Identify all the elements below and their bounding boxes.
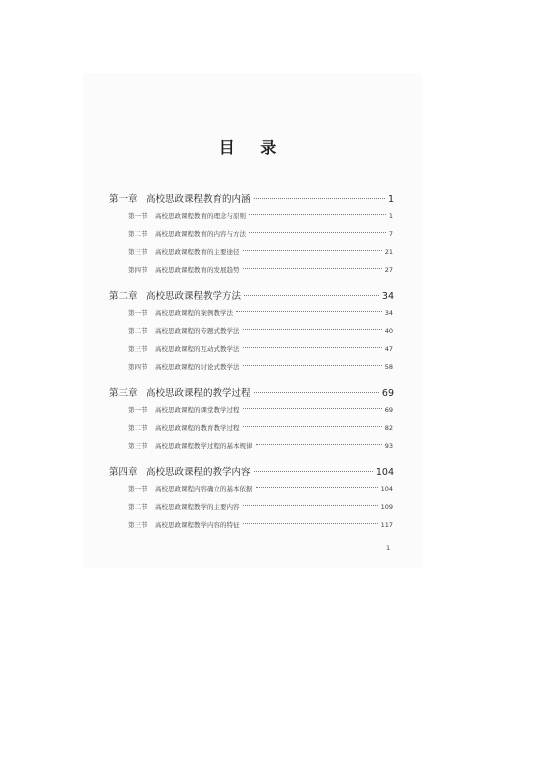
section-number: 第一节 [128,485,148,493]
chapter-page: 1 [387,194,394,205]
chapter-title: 高校思政课程教育的内涵 [146,194,251,205]
toc-section[interactable] [128,423,393,432]
section-page: 109 [380,503,393,511]
dot-leader [243,365,382,366]
toc-section[interactable] [128,308,393,317]
section-number: 第一节 [128,212,148,220]
toc-section[interactable] [128,229,393,238]
dot-leader [254,392,379,393]
dot-leader [256,444,382,445]
toc-chapter-3[interactable] [109,385,394,399]
dot-leader [243,426,382,427]
section-title: 高校思政课程的专题式教学法 [155,327,240,335]
section-page: 93 [384,442,393,450]
chapter-page: 69 [381,388,394,399]
toc-chapter-2[interactable] [109,288,394,302]
toc-section[interactable] [128,247,393,256]
dot-leader [254,198,385,199]
page-number: 1 [386,544,391,552]
section-page: 40 [384,327,393,335]
dot-leader [254,471,373,472]
section-number: 第一节 [128,406,148,414]
section-page: 27 [384,266,393,274]
dot-leader [236,311,382,312]
section-number: 第三节 [128,248,148,256]
chapter-page: 104 [375,467,394,478]
section-title: 高校思政课程的课堂教学过程 [155,406,240,414]
chapter-number: 第三章 [109,388,138,399]
section-number: 第一节 [128,309,148,317]
dot-leader [243,408,382,409]
section-title: 高校思政课程教育的理念与原则 [155,212,246,220]
section-page: 58 [384,363,393,371]
section-title: 高校思政课程的讨论式教学法 [155,363,240,371]
toc-chapter-1[interactable] [109,191,394,205]
toc-chapter-4[interactable] [109,464,394,478]
section-title: 高校思政课程教育的内容与方法 [155,230,246,238]
dot-leader [243,250,382,251]
toc-section[interactable] [128,484,393,493]
toc-section[interactable] [128,502,393,511]
dot-leader [249,214,386,215]
toc-section[interactable] [128,344,393,353]
section-title: 高校思政课程教育的发展趋势 [155,266,240,274]
chapter-title: 高校思政课程的教学内容 [146,467,251,478]
chapter-number: 第二章 [109,291,138,302]
section-title: 高校思政课程教学过程的基本规律 [155,442,253,450]
section-number: 第三节 [128,345,148,353]
toc-section[interactable] [128,362,393,371]
toc-section[interactable] [128,520,393,529]
section-title: 高校思政课程的互动式教学法 [155,345,240,353]
section-number: 第二节 [128,327,148,335]
section-number: 第二节 [128,503,148,511]
section-title: 高校思政课程教育的主要途径 [155,248,240,256]
section-title: 高校思政课程教学的主要内容 [155,503,240,511]
section-title: 高校思政课程的教育教学过程 [155,424,240,432]
dot-leader [243,329,382,330]
dot-leader [249,232,386,233]
toc-section[interactable] [128,211,393,220]
dot-leader [243,505,378,506]
section-page: 21 [384,248,393,256]
section-number: 第三节 [128,442,148,450]
toc-section[interactable] [128,326,393,335]
section-title: 高校思政课程内容确立的基本依据 [155,485,253,493]
toc-section[interactable] [128,265,393,274]
section-page: 82 [384,424,393,432]
section-title: 高校思政课程教学内容的特征 [155,521,240,529]
document-page [83,73,422,568]
section-number: 第二节 [128,230,148,238]
chapter-page: 34 [381,291,394,302]
section-page: 1 [388,212,393,220]
chapter-number: 第四章 [109,467,138,478]
section-page: 117 [380,521,393,529]
toc-section[interactable] [128,441,393,450]
section-number: 第二节 [128,424,148,432]
section-page: 104 [380,485,393,493]
section-number: 第四节 [128,266,148,274]
section-number: 第四节 [128,363,148,371]
section-number: 第三节 [128,521,148,529]
dot-leader [244,295,379,296]
section-page: 34 [384,309,393,317]
dot-leader [243,523,378,524]
toc-title: 目 录 [218,138,287,157]
section-title: 高校思政课程的案例教学法 [155,309,233,317]
dot-leader [243,347,382,348]
chapter-title: 高校思政课程教学方法 [146,291,242,302]
section-page: 7 [388,230,393,238]
dot-leader [243,268,382,269]
chapter-number: 第一章 [109,194,138,205]
chapter-title: 高校思政课程的教学过程 [146,388,251,399]
dot-leader [256,487,378,488]
section-page: 69 [384,406,393,414]
toc-section[interactable] [128,405,393,414]
section-page: 47 [384,345,393,353]
